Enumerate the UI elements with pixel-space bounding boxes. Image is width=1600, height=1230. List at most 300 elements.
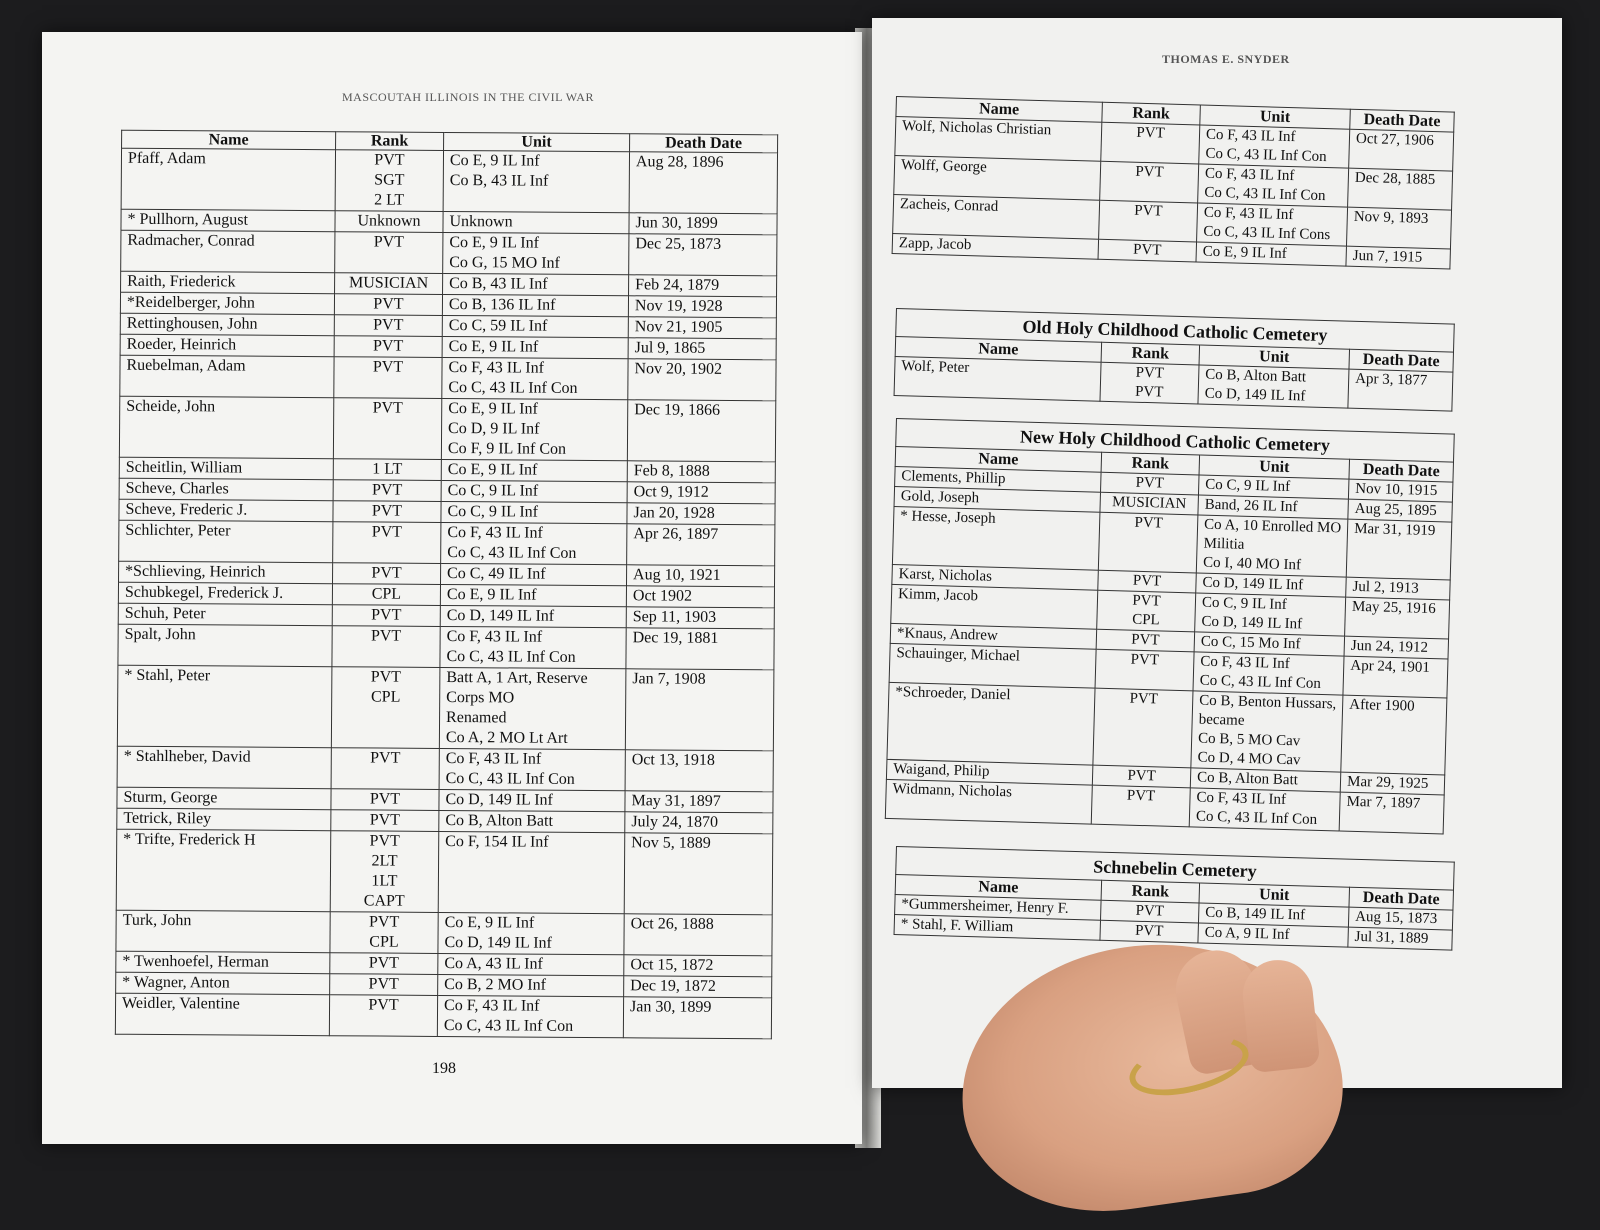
- unit-cell-line: Co F, 43 IL Inf: [1196, 789, 1287, 809]
- name-cell: Schauinger, Michael: [889, 643, 1096, 688]
- rank-cell-line: PVT: [1132, 241, 1162, 259]
- rank-cell-line: PVT: [368, 975, 399, 993]
- unit-cell-line: Co A, 9 IL Inf: [1204, 924, 1290, 944]
- unit-cell-line: became: [1198, 711, 1245, 729]
- death-date-cell: Oct 1902: [626, 586, 774, 608]
- unit-cell-line: Co D, 149 IL Inf: [1202, 574, 1304, 594]
- unit-cell-line: Co B, 149 IL Inf: [1205, 904, 1306, 924]
- rank-cell-line: PVT: [1133, 202, 1163, 220]
- cemetery-section: [892, 96, 1455, 270]
- rank-cell: [334, 336, 442, 358]
- death-date-cell: Apr 3, 1877: [1348, 369, 1453, 411]
- unit-cell: [443, 150, 629, 212]
- cemetery-section: [894, 308, 1455, 412]
- rank-cell-line: CPL: [1131, 611, 1160, 629]
- table-row: [116, 829, 773, 915]
- column-header-unit: Unit: [1199, 345, 1350, 369]
- unit-cell-line: Batt A, 1 Art, Reserve: [446, 669, 588, 687]
- unit-cell-line: Co C, 43 IL Inf Con: [448, 379, 578, 397]
- unit-cell: [1193, 652, 1344, 695]
- rank-cell-line: CPL: [371, 585, 402, 603]
- rank-cell-line: MUSICIAN: [348, 274, 429, 292]
- death-date-cell: Mar 29, 1925: [1340, 772, 1445, 795]
- rank-cell-line: PVT: [1132, 572, 1162, 590]
- death-date-cell: Jul 2, 1913: [1346, 577, 1451, 600]
- name-cell: Scheitlin, William: [119, 457, 333, 479]
- unit-cell-line: Co F, 43 IL Inf: [444, 996, 540, 1015]
- column-header-name: Name: [895, 875, 1101, 901]
- name-cell: Wolf, Nicholas Christian: [895, 117, 1102, 162]
- death-date-cell: Oct 13, 1918: [625, 750, 773, 792]
- cemetery-section: [885, 418, 1455, 834]
- name-cell: Kimm, Jacob: [891, 584, 1098, 629]
- unit-cell: [438, 953, 624, 975]
- cemetery-title: New Holy Childhood Catholic Cemetery: [895, 418, 1455, 462]
- rank-cell: [1093, 688, 1193, 768]
- running-head: MASCOUTAH ILLINOIS IN THE CIVIL WAR: [342, 90, 594, 104]
- rank-cell: [1098, 570, 1197, 593]
- unit-cell-line: Co C, 43 IL Inf Con: [447, 544, 577, 562]
- column-header-death-date: Death Date: [1350, 109, 1455, 132]
- rank-cell-line: PVT: [1134, 514, 1164, 532]
- death-date-cell: After 1900: [1341, 695, 1447, 775]
- column-header-name: Name: [122, 130, 336, 149]
- unit-cell: [442, 357, 628, 399]
- burial-table: [885, 446, 1454, 834]
- death-date-cell: May 31, 1897: [625, 791, 773, 813]
- rank-cell: [332, 584, 440, 606]
- rank-cell: [333, 522, 441, 564]
- page-number: 198: [432, 1060, 456, 1077]
- rank-cell-line: PVT: [1132, 592, 1161, 610]
- unit-cell: [441, 459, 627, 481]
- rank-cell-line: 1LT: [371, 872, 398, 890]
- name-cell: Scheve, Frederic J.: [119, 499, 333, 521]
- column-header-unit: Unit: [1199, 883, 1350, 907]
- rank-cell: [1101, 472, 1200, 495]
- rank-cell-line: MUSICIAN: [1111, 494, 1187, 513]
- rank-cell-line: PVT: [373, 316, 404, 334]
- death-date-cell: Dec 19, 1881: [626, 628, 774, 670]
- name-cell: *Schroeder, Daniel: [887, 682, 1095, 765]
- name-cell: Scheide, John: [119, 396, 333, 458]
- rank-cell-line: PVT: [372, 358, 404, 376]
- death-date-cell: Jul 31, 1889: [1348, 927, 1453, 950]
- rank-cell: [1098, 239, 1197, 262]
- rank-cell-line: PVT: [1134, 922, 1164, 940]
- rank-cell: [330, 953, 438, 975]
- unit-cell-line: Co F, 43 IL Inf: [448, 359, 545, 377]
- death-date-cell: Jun 7, 1915: [1346, 246, 1451, 269]
- rank-cell: [332, 626, 440, 668]
- rank-cell-line: PVT: [1126, 787, 1156, 805]
- name-cell: * Twenhoefel, Herman: [116, 951, 330, 973]
- unit-cell: [440, 605, 626, 627]
- unit-cell: [1196, 242, 1347, 266]
- rank-cell: [333, 459, 441, 481]
- unit-cell-line: Co C, 43 IL Inf Con: [1204, 184, 1326, 205]
- running-head: THOMAS E. SNYDER: [1162, 52, 1290, 66]
- name-cell: Scheve, Charles: [119, 478, 333, 500]
- name-cell: Weidler, Valentine: [115, 993, 329, 1035]
- unit-cell: [1198, 164, 1349, 207]
- unit-cell: [1198, 365, 1349, 408]
- column-header-unit: Unit: [1199, 455, 1350, 479]
- name-cell: Radmacher, Conrad: [121, 230, 335, 272]
- rank-cell: [333, 501, 441, 523]
- rank-cell: [330, 912, 438, 954]
- right-page: [872, 18, 1562, 1088]
- rank-cell-line: Unknown: [357, 212, 421, 230]
- death-date-cell: Jan 30, 1899: [623, 997, 771, 1039]
- unit-cell-line: Co B, Alton Batt: [1196, 769, 1299, 789]
- unit-cell-line: Renamed: [446, 709, 507, 727]
- unit-cell-line: Co B, 136 IL Inf: [448, 296, 556, 314]
- unit-cell-line: Co E, 9 IL Inf: [449, 152, 540, 170]
- unit-cell-line: Co D, 149 IL Inf: [1201, 613, 1303, 633]
- rank-cell: [331, 667, 440, 749]
- death-date-cell: Oct 26, 1888: [624, 914, 772, 956]
- rank-cell-line: PVT: [368, 913, 400, 931]
- name-cell: Turk, John: [116, 910, 330, 952]
- rank-cell-line: PVT: [1127, 767, 1156, 785]
- rank-cell: [335, 150, 443, 212]
- rank-cell: [1095, 649, 1194, 691]
- rank-cell-line: PVT: [373, 233, 405, 251]
- death-date-cell: Nov 20, 1902: [628, 359, 776, 401]
- unit-cell-line: Co F, 43 IL Inf: [445, 749, 542, 768]
- unit-cell: [1199, 125, 1350, 168]
- unit-cell-line: Co D, 149 IL Inf: [445, 790, 553, 809]
- death-date-cell: Jun 30, 1899: [629, 213, 777, 235]
- table-row: [116, 910, 772, 956]
- name-cell: Schubkegel, Frederick J.: [118, 582, 332, 604]
- unit-cell-line: Co D, 149 IL Inf: [444, 933, 552, 952]
- column-header-rank: Rank: [1102, 102, 1201, 125]
- unit-cell-line: Co C, 43 IL Inf Cons: [1203, 223, 1331, 244]
- rank-cell-line: PVT: [371, 523, 403, 541]
- column-header-name: Name: [895, 447, 1101, 473]
- table-row: [121, 148, 777, 214]
- rank-cell: [1100, 362, 1199, 404]
- rank-cell: [329, 995, 437, 1037]
- column-header-rank: Rank: [1101, 342, 1200, 365]
- unit-cell-line: Co E, 9 IL Inf: [1202, 243, 1287, 262]
- unit-cell: [439, 748, 625, 790]
- unit-cell-line: Co A, 43 IL Inf: [444, 954, 543, 973]
- rank-cell: [335, 273, 443, 295]
- rank-cell-line: PVT: [370, 749, 401, 767]
- rank-cell-line: PVT: [369, 832, 400, 850]
- unit-cell-line: Co E, 9 IL Inf: [448, 400, 538, 418]
- column-header-death-date: Death Date: [1349, 887, 1454, 910]
- unit-cell-line: Co C, 9 IL Inf: [1205, 476, 1291, 496]
- name-cell: Spalt, John: [118, 624, 332, 666]
- rank-cell-line: CPL: [369, 933, 399, 951]
- unit-cell-line: Co A, 10 Enrolled MO: [1203, 516, 1342, 537]
- name-cell: *Gummersheimer, Henry F.: [895, 894, 1101, 920]
- name-cell: Wolff, George: [894, 155, 1101, 200]
- rank-cell-line: PVT: [1130, 651, 1160, 669]
- name-cell: *Reidelberger, John: [120, 292, 334, 314]
- unit-cell: [439, 810, 625, 832]
- name-cell: Gold, Joseph: [894, 486, 1100, 512]
- name-cell: *Knaus, Andrew: [890, 623, 1096, 649]
- name-cell: * Stahlheber, David: [117, 746, 331, 788]
- death-date-cell: Dec 25, 1873: [629, 234, 777, 276]
- unit-cell-line: Co B, Alton Batt: [445, 811, 553, 830]
- name-cell: Ruebelman, Adam: [120, 355, 334, 397]
- unit-cell: [443, 232, 629, 274]
- unit-cell: [441, 522, 627, 564]
- rank-cell: [1100, 920, 1199, 943]
- rank-cell-line: PVT: [1135, 364, 1165, 382]
- rank-cell-line: CAPT: [363, 892, 405, 910]
- unit-cell: [1189, 788, 1340, 831]
- unit-cell-line: Co B, Benton Hussars,: [1199, 692, 1337, 713]
- unit-cell-line: Co F, 43 IL Inf: [1200, 653, 1291, 673]
- unit-cell: [1196, 515, 1348, 577]
- unit-cell: [442, 336, 628, 358]
- rank-cell: [335, 211, 443, 233]
- rank-cell: [1091, 785, 1190, 827]
- name-cell: Widmann, Nicholas: [885, 779, 1092, 824]
- rank-cell-line: PVT: [371, 481, 403, 499]
- unit-cell: [1195, 593, 1346, 636]
- death-date-cell: Apr 24, 1901: [1343, 656, 1448, 698]
- name-cell: Schuh, Peter: [118, 603, 332, 625]
- column-header-rank: Rank: [1101, 452, 1200, 475]
- unit-cell-line: Co B, 43 IL Inf: [449, 172, 549, 190]
- unit-cell-line: Co F, 43 IL Inf: [1203, 204, 1294, 224]
- death-date-cell: Jan 20, 1928: [627, 503, 775, 525]
- rank-cell-line: PVT: [1135, 163, 1164, 181]
- unit-cell-line: Co C, 43 IL Inf Con: [445, 769, 575, 788]
- left-page: [42, 32, 862, 1144]
- unit-cell-line: Co F, 43 IL Inf: [447, 524, 543, 542]
- rank-cell-line: PVT: [1134, 383, 1164, 401]
- rank-cell: [331, 810, 439, 832]
- unit-cell: [438, 831, 625, 913]
- burial-table: [115, 130, 778, 1040]
- death-date-cell: Oct 15, 1872: [624, 955, 772, 977]
- name-cell: * Hesse, Joseph: [892, 506, 1100, 570]
- death-date-cell: Nov 21, 1905: [628, 317, 776, 339]
- rank-cell-line: PVT: [1131, 631, 1160, 649]
- rank-cell: [331, 789, 439, 811]
- table-row: [120, 355, 776, 401]
- unit-cell: [438, 912, 624, 954]
- table-row: [119, 520, 775, 566]
- name-cell: Tetrick, Riley: [117, 808, 331, 830]
- rank-cell-line: PVT: [372, 399, 403, 417]
- rank-cell-line: PVT: [370, 627, 402, 645]
- column-header-rank: Rank: [1101, 880, 1200, 903]
- column-header-name: Name: [895, 337, 1101, 363]
- unit-cell: [1198, 923, 1349, 947]
- unit-cell-line: Co C, 43 IL Inf Con: [1199, 672, 1322, 692]
- unit-cell: [440, 584, 626, 606]
- rank-cell-line: 2 LT: [374, 191, 405, 209]
- rank-cell-line: PVT: [371, 606, 402, 624]
- name-cell: Roeder, Heinrich: [120, 334, 334, 356]
- unit-cell: [439, 667, 626, 749]
- rank-cell: [331, 748, 439, 790]
- rank-cell: [335, 232, 443, 274]
- name-cell: Zapp, Jacob: [892, 233, 1098, 259]
- name-cell: * Stahl, F. William: [894, 914, 1100, 940]
- unit-cell-line: Co D, 4 MO Cav: [1197, 749, 1301, 769]
- unit-cell: [440, 626, 626, 668]
- rank-cell: [1096, 629, 1195, 652]
- death-date-cell: Nov 9, 1893: [1346, 207, 1451, 249]
- rank-cell-line: PVT: [1135, 474, 1165, 492]
- rank-cell: [1101, 900, 1200, 923]
- name-cell: Waigand, Philip: [886, 759, 1092, 785]
- table-row: [115, 993, 771, 1039]
- name-cell: Raith, Friederick: [121, 271, 335, 293]
- unit-cell-line: Unknown: [449, 213, 513, 231]
- unit-cell-line: Co C, 9 IL Inf: [447, 482, 539, 500]
- unit-cell-line: Co F, 43 IL Inf: [1205, 126, 1296, 146]
- rank-cell: [333, 398, 441, 460]
- column-header-death-date: Death Date: [1349, 349, 1454, 372]
- column-header-death-date: Death Date: [630, 134, 778, 153]
- unit-cell-line: Co E, 9 IL Inf: [444, 913, 535, 932]
- unit-cell-line: Co E, 9 IL Inf: [447, 461, 538, 479]
- unit-cell: [442, 315, 628, 337]
- death-date-cell: Oct 27, 1906: [1349, 129, 1454, 171]
- name-cell: Pfaff, Adam: [121, 148, 335, 210]
- death-date-cell: Aug 25, 1895: [1348, 499, 1453, 522]
- rank-cell: [1092, 765, 1191, 788]
- death-date-cell: July 24, 1870: [625, 812, 773, 834]
- column-header-death-date: Death Date: [1349, 459, 1454, 482]
- rank-cell: [334, 315, 442, 337]
- unit-cell-line: Co C, 9 IL Inf: [447, 503, 539, 521]
- name-cell: * Wagner, Anton: [116, 972, 330, 994]
- unit-cell: [441, 398, 627, 460]
- unit-cell-line: Co B, 5 MO Cav: [1197, 730, 1301, 750]
- rank-cell-line: PVT: [373, 295, 404, 313]
- table-row: [118, 624, 774, 670]
- unit-cell-line: Co C, 15 Mo Inf: [1200, 633, 1301, 653]
- death-date-cell: Aug 10, 1921: [626, 565, 774, 587]
- rank-cell: [334, 294, 442, 316]
- unit-cell-line: Co B, 43 IL Inf: [449, 275, 548, 293]
- rank-cell-line: SGT: [374, 171, 405, 189]
- unit-cell-line: Co C, 9 IL Inf: [1201, 594, 1288, 613]
- name-cell: Zacheis, Conrad: [893, 194, 1100, 239]
- column-header-unit: Unit: [1200, 105, 1351, 129]
- unit-cell: [438, 974, 624, 996]
- name-cell: Clements, Phillip: [895, 466, 1101, 492]
- death-date-cell: Aug 15, 1873: [1348, 907, 1453, 930]
- rank-cell-line: PVT: [1136, 124, 1165, 142]
- unit-cell-line: Band, 26 IL Inf: [1204, 496, 1298, 516]
- name-cell: Rettinghousen, John: [120, 313, 334, 335]
- rank-cell-line: PVT: [369, 811, 401, 829]
- death-date-cell: Dec 28, 1885: [1348, 168, 1453, 210]
- unit-cell-line: Co F, 9 IL Inf Con: [447, 440, 567, 458]
- burial-table: [892, 96, 1455, 270]
- death-date-cell: Apr 26, 1897: [627, 524, 775, 566]
- death-date-cell: May 25, 1916: [1345, 597, 1450, 639]
- unit-cell: [1191, 691, 1343, 772]
- rank-cell-line: PVT: [369, 790, 401, 808]
- unit-cell-line: Co E, 9 IL Inf: [448, 338, 539, 356]
- cemetery-title: Schnebelin Cemetery: [895, 846, 1455, 890]
- rank-cell-line: 1 LT: [372, 460, 403, 478]
- name-cell: * Stahl, Peter: [117, 665, 332, 747]
- death-date-cell: Nov 10, 1915: [1349, 479, 1454, 502]
- unit-cell-line: Co C, 43 IL Inf Con: [1205, 145, 1327, 166]
- unit-cell: [442, 294, 628, 316]
- table-row: [117, 665, 774, 751]
- unit-cell-line: Co D, 149 IL Inf: [1204, 385, 1306, 405]
- unit-cell-line: Co E, 9 IL Inf: [446, 586, 537, 604]
- rank-cell: [1098, 512, 1198, 573]
- death-date-cell: Aug 28, 1896: [629, 152, 777, 214]
- cemetery-section: [894, 846, 1455, 951]
- name-cell: Schlichter, Peter: [119, 520, 333, 562]
- rank-cell-line: PVT: [1129, 690, 1159, 708]
- unit-cell-line: Co C, 59 IL Inf: [448, 317, 548, 335]
- unit-cell: [443, 273, 629, 295]
- unit-cell: [441, 563, 627, 585]
- unit-cell-line: Co C, 43 IL Inf Con: [1195, 808, 1318, 828]
- table-row: [121, 230, 777, 276]
- column-header-name: Name: [896, 97, 1102, 123]
- rank-cell-line: PVT: [370, 668, 402, 686]
- unit-cell-line: Co I, 40 MO Inf: [1202, 554, 1302, 574]
- rank-cell-line: PVT: [374, 151, 405, 169]
- death-date-cell: Feb 24, 1879: [629, 275, 777, 297]
- unit-cell: [1197, 203, 1348, 246]
- death-date-cell: Jan 7, 1908: [625, 669, 774, 751]
- table-row: [117, 746, 773, 792]
- rank-cell-line: CPL: [370, 688, 401, 706]
- cemetery-title: Old Holy Childhood Catholic Cemetery: [895, 308, 1455, 352]
- column-header-rank: Rank: [336, 132, 444, 151]
- unit-cell: [441, 480, 627, 502]
- name-cell: * Trifte, Frederick H: [116, 829, 331, 911]
- rank-cell: [1097, 590, 1196, 632]
- rank-cell: [1100, 161, 1199, 203]
- rank-cell-line: PVT: [371, 502, 403, 520]
- rank-cell: [330, 831, 439, 913]
- name-cell: * Pullhorn, August: [121, 209, 335, 231]
- unit-cell-line: Co F, 43 IL Inf: [446, 628, 543, 646]
- unit-cell-line: Co F, 43 IL Inf: [1204, 165, 1295, 185]
- death-date-cell: Jul 9, 1865: [628, 338, 776, 360]
- death-date-cell: Nov 19, 1928: [628, 296, 776, 318]
- unit-cell-line: Co C, 49 IL Inf: [447, 565, 546, 583]
- rank-cell: [1101, 122, 1200, 164]
- death-date-cell: Oct 9, 1912: [627, 482, 775, 504]
- unit-cell: [439, 789, 625, 811]
- rank-cell: [1099, 200, 1198, 242]
- unit-cell-line: Corps MO: [446, 689, 515, 707]
- rank-cell-line: PVT: [1135, 902, 1165, 920]
- rank-cell-line: PVT: [368, 996, 399, 1014]
- table-row: [119, 396, 775, 462]
- name-cell: Karst, Nicholas: [892, 564, 1098, 590]
- rank-cell: [334, 357, 442, 399]
- rank-cell-line: PVT: [368, 954, 400, 972]
- death-date-cell: Dec 19, 1866: [627, 400, 775, 462]
- rank-cell: [333, 563, 441, 585]
